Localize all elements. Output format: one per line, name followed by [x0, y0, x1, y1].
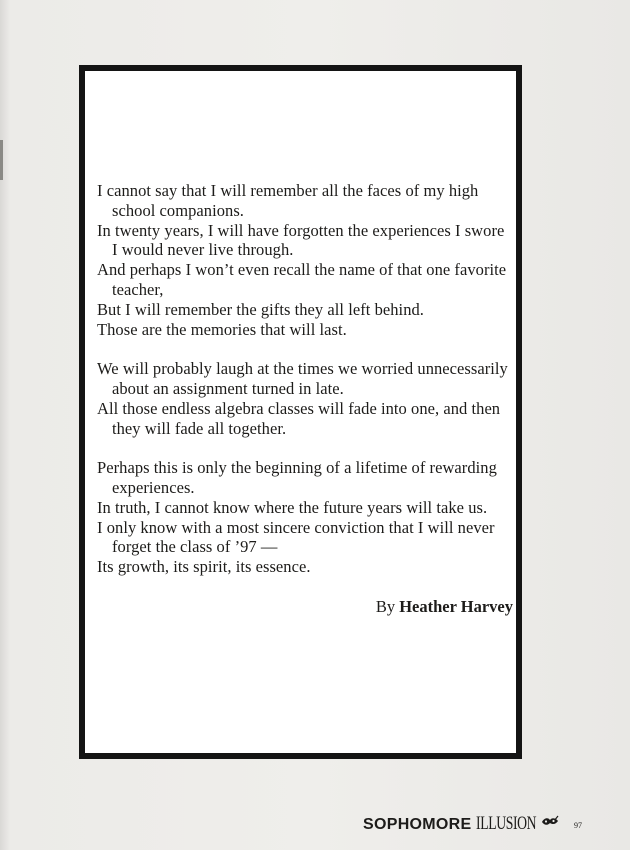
yearbook-footer [363, 813, 559, 837]
poem-line: In twenty years, I will have forgotten the experiences I swore I would never live through. [97, 220, 505, 260]
poem-line: I cannot say that I will remember all the faces of my high school companions. [97, 181, 479, 220]
poem-line: But I will remember the gifts they all left behind. [97, 299, 424, 319]
binding-edge [0, 140, 3, 180]
poem-line: In truth, I cannot know where the future years will take us. [97, 497, 488, 517]
poem-stanza-2 [97, 359, 513, 438]
poem-stanza-1 [97, 181, 513, 339]
poem-body [97, 181, 513, 577]
footer-brand-illusion: ILLUSION [475, 813, 536, 834]
poem-line: Its growth, its spirit, its essence. [97, 557, 311, 577]
poem-line: We will probably laugh at the times we worried unnecessarily about an assignment turned in late. [97, 359, 508, 398]
poem-line: Those are the memories that will last. [97, 319, 347, 339]
mask-icon [541, 815, 559, 829]
author-byline [376, 597, 513, 617]
poem-line: Perhaps this is only the beginning of a lifetime of rewarding experiences. [97, 458, 497, 497]
poem-stanza-3 [97, 458, 513, 577]
page-number: 97 [574, 821, 582, 830]
author-name: Heather Harvey [399, 597, 513, 616]
poem-line: All those endless algebra classes will fade into one, and then they will fade all together. [97, 398, 501, 438]
footer-brand-sophomore: SOPHOMORE [363, 816, 472, 833]
byline-prefix: By [375, 597, 396, 616]
poem-line: And perhaps I won’t even recall the name of that one favorite teacher, [97, 260, 507, 299]
poem-line: I only know with a most sincere conviction that I will never forget the class of ’97 — [97, 517, 495, 557]
